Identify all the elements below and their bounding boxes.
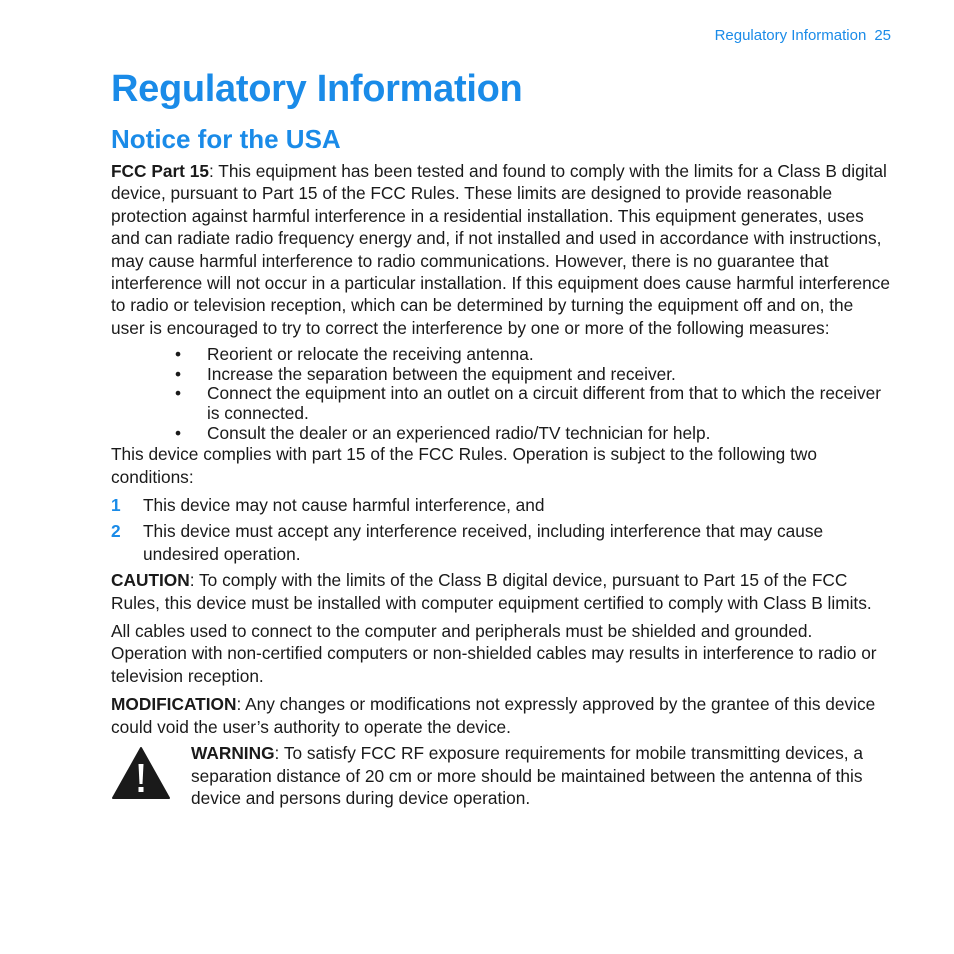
page-title: Regulatory Information [111, 68, 523, 110]
warning-triangle-icon [111, 746, 171, 800]
bullet-icon: • [175, 383, 182, 404]
list-item [175, 384, 891, 423]
fcc-label: FCC Part 15 [111, 161, 209, 181]
fcc-text: : This equipment has been tested and found to comply with the limits for a Class B digital device, pursuant to Part 15 of the FCC Rules. These limits are designed to provide reasonable protection against harmful interference in a residential installation. This equipment generates, uses and can radiate radio frequency energy and, if not installed and used in accordance with instructions, may cause harmful interference to radio communications. However, there is no guarantee that interference will not occur in a particular installation. If this equipment does cause harmful interference to radio or television reception, which can be determined by turning the equipment off and on, the user is encouraged to try to correct the interference by one or more of the following measures: [111, 161, 891, 338]
caution-label: CAUTION [111, 570, 190, 591]
condition-text: This device may not cause harmful interference, and [143, 495, 545, 516]
warning-label: WARNING [191, 743, 275, 764]
list-item [175, 424, 891, 444]
warning-text: : To satisfy FCC RF exposure requirements for mobile transmitting devices, a separation distance of 20 cm or more should be maintained between the antenna of this device and persons during device operation. [191, 743, 863, 808]
modification-paragraph [111, 693, 891, 738]
warning-block [111, 742, 891, 809]
fcc-paragraph [111, 160, 891, 339]
page-number: 25 [874, 27, 891, 44]
conditions-list [111, 494, 891, 565]
modification-label: MODIFICATION [111, 694, 237, 715]
condition-number: 2 [111, 521, 121, 542]
bullet-icon: • [175, 422, 182, 443]
caution-text: : To comply with the limits of the Class B digital device, pursuant to Part 15 of the FCC Rules, this device must be installed with computer equipment certified to comply with Class B limits. [111, 570, 872, 613]
measure-text: Consult the dealer or an experienced radio/TV technician for help. [207, 422, 711, 443]
cables-paragraph: All cables used to connect to the computer and peripherals must be shielded and grounded. Operation with non-certified computers or non-shielded cables may results in interference to radio or television reception. [111, 621, 877, 686]
list-item [175, 345, 891, 365]
section-body [111, 160, 891, 809]
measures-list [175, 345, 891, 443]
condition-number: 1 [111, 495, 121, 516]
condition-text: This device must accept any interference received, including interference that may cause undesired operation. [143, 521, 824, 564]
modification-text: : Any changes or modifications not expressly approved by the grantee of this device could void the user’s authority to operate the device. [111, 694, 876, 737]
measure-text: Connect the equipment into an outlet on a circuit different from that to which the receiver is connected. [207, 383, 882, 424]
bullet-icon: • [175, 363, 182, 384]
measure-text: Reorient or relocate the receiving antenna. [207, 344, 534, 365]
bullet-icon: • [175, 344, 182, 365]
list-item [175, 365, 891, 385]
measure-text: Increase the separation between the equipment and receiver. [207, 363, 676, 384]
caution-paragraph [111, 569, 891, 614]
warning-paragraph [191, 742, 891, 809]
list-item [111, 520, 891, 565]
complies-paragraph: This device complies with part 15 of the FCC Rules. Operation is subject to the following two conditions: [111, 444, 817, 487]
section-heading: Notice for the USA [111, 124, 341, 154]
running-header [715, 27, 891, 44]
list-item [111, 494, 891, 516]
running-header-section: Regulatory Information [714, 27, 867, 44]
